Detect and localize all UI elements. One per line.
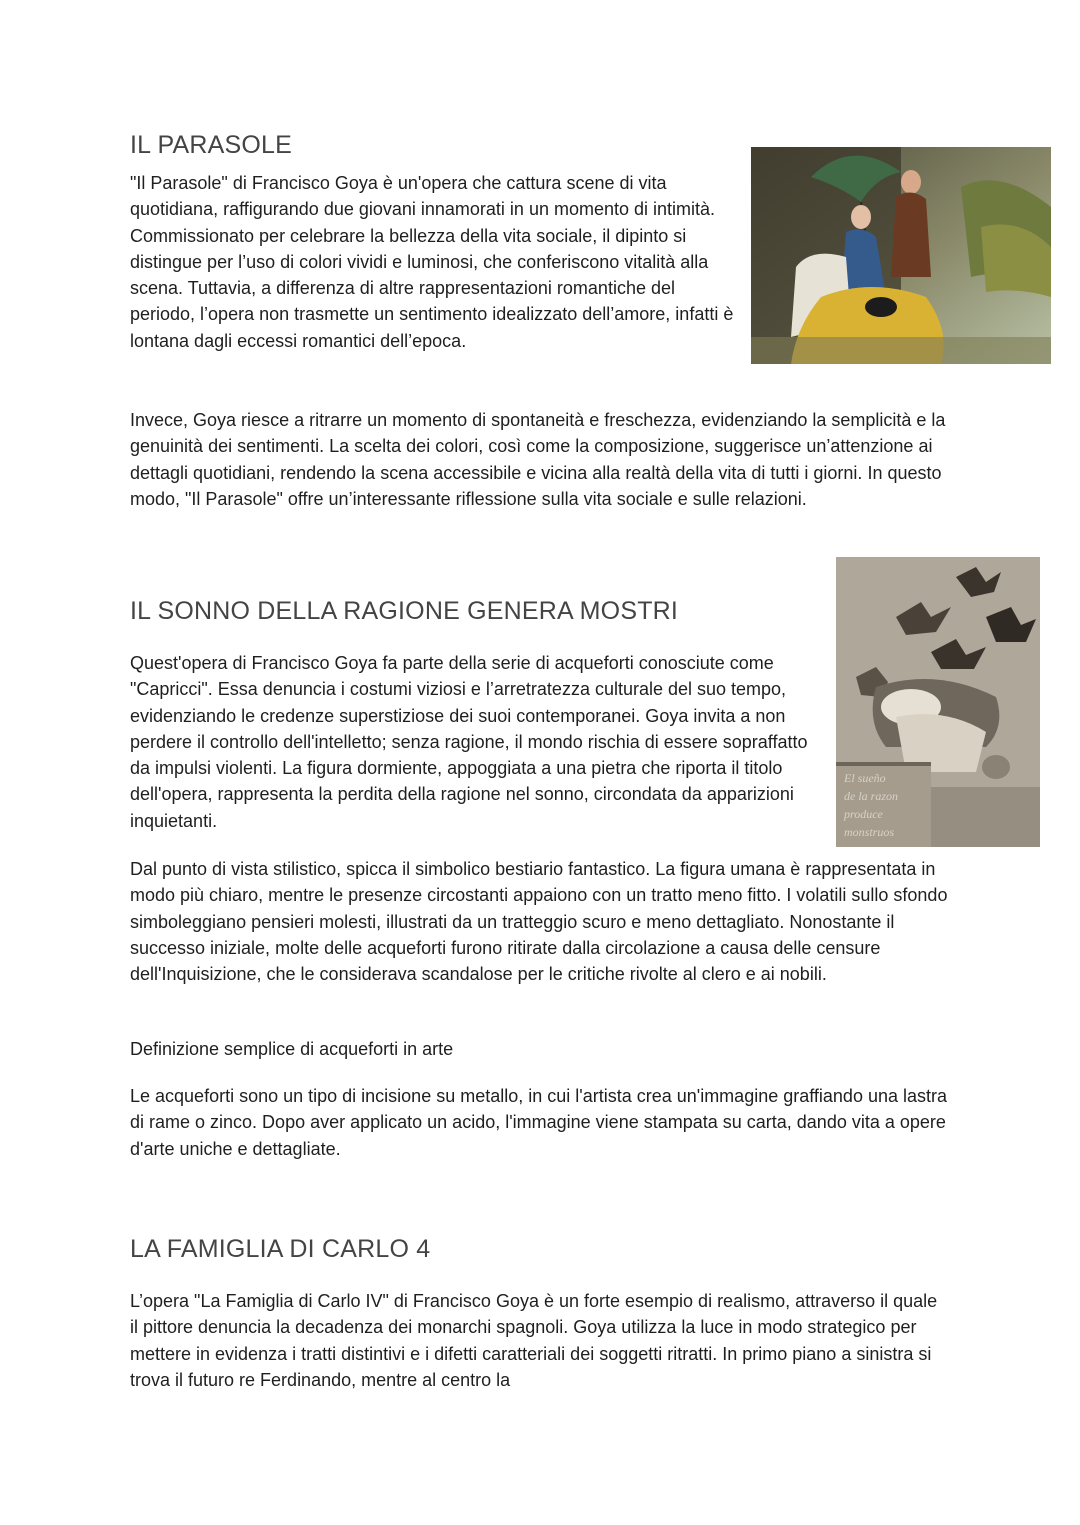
- parasole-paragraph-2: Invece, Goya riesce a ritrarre un momento di spontaneità e freschezza, evidenziando la semplicità e la genuinità dei sentimenti. La scelta dei colori, così come la composizione, suggerisce un’attenzione ai dettagli quotidiani, rendendo la scena accessibile e vicina alla realtà della vita di tutti i giorni. In questo modo, "Il Parasole" offre un’interessante riflessione sulla vita sociale e sulle relazioni.: [130, 410, 946, 509]
- section-title-famiglia: LA FAMIGLIA DI CARLO 4: [130, 1235, 431, 1263]
- sonno-paragraph-4: Le acqueforti sono un tipo di incisione su metallo, in cui l'artista crea un'immagine graffiando una lastra di rame o zinco. Dopo aver applicato un acido, l'immagine viene stampata su carta, dando vita a opere d'arte uniche e dettagliate.: [130, 1086, 948, 1159]
- parasole-painting-image: [751, 147, 1051, 364]
- sonno-paragraph-2: Dal punto di vista stilistico, spicca il simbolico bestiario fantastico. La figura umana è rappresentata in modo più chiaro, mentre le presenze circostanti appaiono con un tratto meno fitto. I volatili sullo sfondo simboleggiano pensieri molesti, illustrati da un tratteggio scuro e meno dettagliato. Nonostante il successo iniziale, molte delle acqueforti furono ritirate dalla circolazione a causa delle censure dell'Inquisizione, che le considerava scandalose per le critiche rivolte al clero e ai nobili.: [130, 859, 948, 985]
- svg-text:El sueño: El sueño: [844, 771, 886, 785]
- sonno-paragraph-3: Definizione semplice di acqueforti in arte: [130, 1039, 454, 1059]
- sonno-etching-image: [836, 557, 1040, 847]
- section-title-parasole: IL PARASOLE: [130, 131, 292, 159]
- section-title-sonno: IL SONNO DELLA RAGIONE GENERA MOSTRI: [130, 597, 679, 625]
- sonno-paragraph-1: Quest'opera di Francisco Goya fa parte della serie di acqueforti conosciute come "Capricci". Essa denuncia i costumi viziosi e l’arretratezza culturale del suo tempo, evidenziando le credenze superstiziose dei suoi contemporanei. Goya invita a non perdere il controllo dell'intelletto; senza ragione, il mondo rischia di essere sopraffatto da impulsi violenti. La figura dormiente, appoggiata a una pietra che riporta il titolo dell'opera, rappresenta la perdita della ragione nel sonno, circondata da apparizioni inquietanti.: [130, 653, 808, 831]
- parasole-paragraph-1: "Il Parasole" di Francisco Goya è un'opera che cattura scene di vita quotidiana, raffigurando due giovani innamorati in un momento di intimità. Commissionato per celebrare la bellezza della vita sociale, il dipinto si distingue per l’uso di colori vividi e luminosi, che conferiscono vitalità alla scena. Tuttavia, a differenza di altre rappresentazioni romantiche del periodo, l’opera non trasmette un sentimento idealizzato dell’amore, infatti è lontana dagli eccessi romantici dell’epoca.: [130, 173, 734, 351]
- svg-text:monstruos: monstruos: [844, 825, 895, 839]
- famiglia-paragraph-1: L’opera "La Famiglia di Carlo IV" di Francisco Goya è un forte esempio di realismo, attraverso il quale il pittore denuncia la decadenza dei monarchi spagnoli. Goya utilizza la luce in modo strategico per mettere in evidenza i tratti distintivi e i difetti caratteriali dei soggetti ritratti. In primo piano a sinistra si trova il futuro re Ferdinando, mentre al centro la: [130, 1291, 938, 1390]
- svg-text:de la razon: de la razon: [844, 789, 898, 803]
- svg-text:produce: produce: [844, 807, 883, 821]
